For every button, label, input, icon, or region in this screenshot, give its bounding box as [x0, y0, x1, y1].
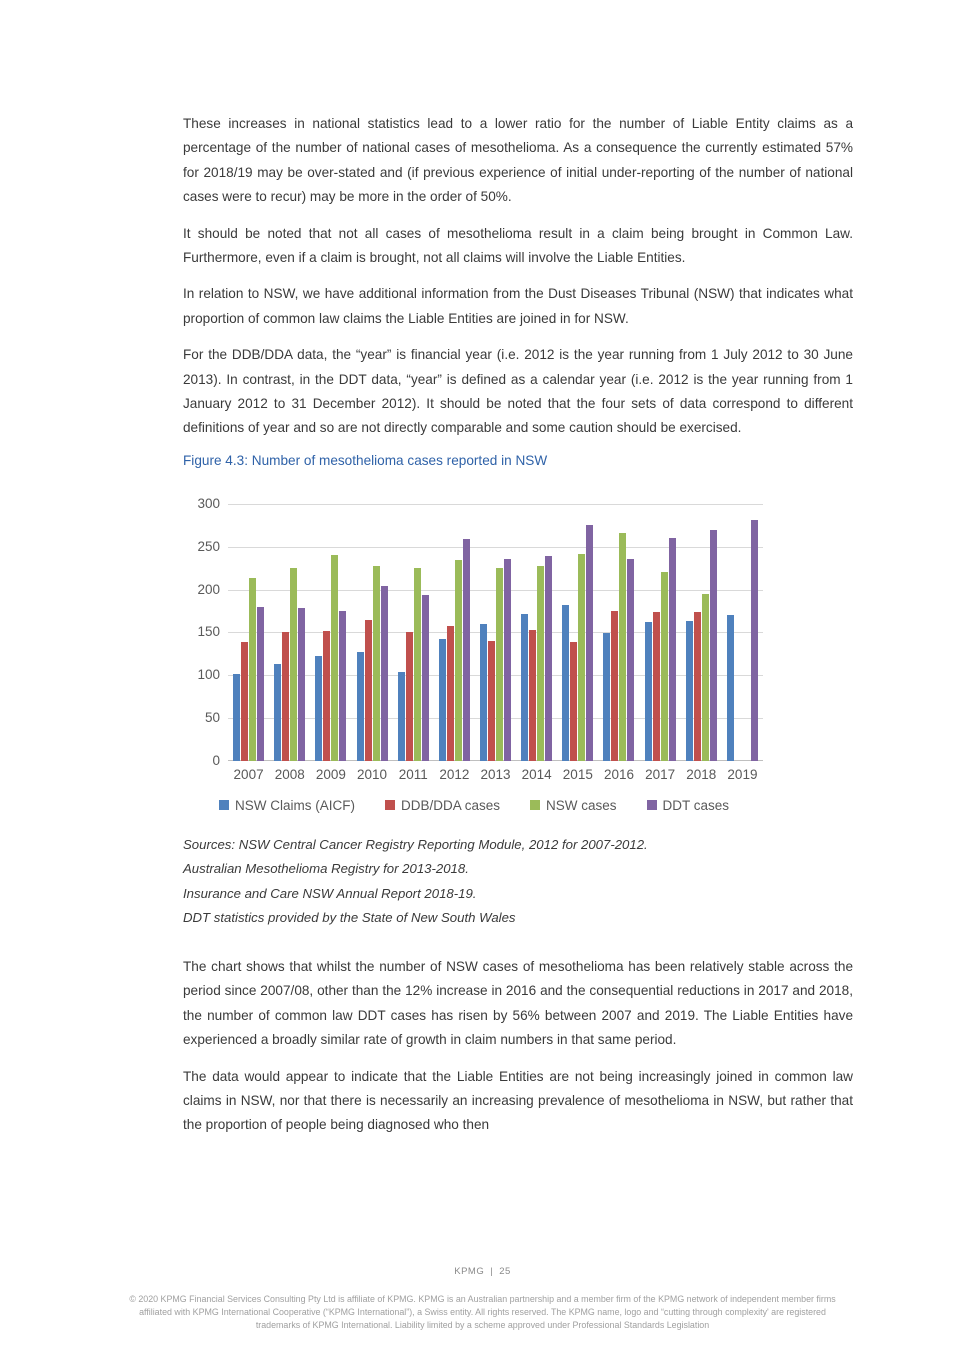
bar-group-2016 [598, 504, 639, 761]
bar-ddb-dda-cases [323, 631, 330, 761]
sources-block [183, 833, 853, 931]
bar-nsw-claims-aicf- [274, 664, 281, 761]
y-tick-label: 150 [197, 624, 220, 640]
bar-nsw-claims-aicf- [562, 605, 569, 761]
bar-ddt-cases [298, 608, 305, 761]
bar-nsw-cases [578, 554, 585, 760]
y-tick-label: 0 [212, 752, 220, 768]
bar-ddb-dda-cases [241, 642, 248, 761]
bar-ddb-dda-cases [488, 641, 495, 761]
paragraph: It should be noted that not all cases of mesothelioma result in a claim being brought in Common Law. Furthermore, even if a claim is brought, not all claims will involve the Liable Entities. [183, 225, 853, 266]
x-tick-label: 2009 [315, 766, 346, 782]
bar-group-2010 [351, 504, 392, 761]
legend-item [385, 798, 500, 813]
x-tick-label: 2012 [439, 766, 470, 782]
bar-ddt-cases [257, 607, 264, 761]
bar-nsw-claims-aicf- [645, 622, 652, 761]
bar-group-2009 [310, 504, 351, 761]
legend-swatch-icon [219, 800, 229, 810]
bar-nsw-claims-aicf- [521, 614, 528, 761]
bar-nsw-claims-aicf- [398, 672, 405, 761]
chart-legend [183, 798, 765, 813]
x-tick-label: 2011 [398, 766, 428, 782]
legal-line: trademarks of KPMG International. Liability limited by a scheme approved under Professional Standards Legislation [255, 1319, 710, 1330]
x-tick-label: 2015 [562, 766, 593, 782]
bar-nsw-claims-aicf- [480, 624, 487, 761]
y-tick-label: 100 [197, 667, 220, 683]
bar-ddb-dda-cases [406, 632, 413, 761]
legend-item [647, 798, 730, 813]
x-tick-label: 2019 [727, 766, 758, 782]
legal-line: affiliated with KPMG International Cooperative (“KPMG International”), a Swiss entity. All rights reserved. The KPMG name, logo and “cutting through complexity' are registered [139, 1306, 826, 1317]
bar-ddt-cases [545, 556, 552, 761]
x-tick-label: 2017 [645, 766, 676, 782]
footer-brand: KPMG [454, 1266, 485, 1277]
paragraph: The chart shows that whilst the number of NSW cases of mesothelioma has been relatively stable across the period since 2007/08, other than the 12% increase in 2016 and the consequential reductions in 2017 and 2018, the number of common law DDT cases has risen by 56% between 2007 and 2019. The Liable Entities have experienced a broadly similar rate of growth in claim numbers in that same period. [183, 958, 853, 1048]
analysis-block [183, 955, 853, 1138]
bar-nsw-cases [414, 568, 421, 761]
bar-group-2014 [516, 504, 557, 761]
bar-ddt-cases [586, 525, 593, 761]
bar-group-2015 [557, 504, 598, 761]
bar-nsw-claims-aicf- [233, 674, 240, 761]
source-line: DDT statistics provided by the State of New South Wales [183, 910, 516, 926]
bar-nsw-cases [290, 568, 297, 761]
bar-ddt-cases [669, 538, 676, 761]
bar-group-2011 [393, 504, 434, 761]
legend-swatch-icon [385, 800, 395, 810]
bar-group-2008 [269, 504, 310, 761]
paragraph: For the DDB/DDA data, the “year” is financial year (i.e. 2012 is the year running from 1 July 2012 to 30 June 2013). In contrast, in the DDT data, “year” is defined as a calendar year (i.e. 2012 is the year running from 1 January 2012 to 31 December 2012). It should be noted that the four sets of data correspond to different definitions of year and so are not directly comparable and some caution should be exercised. [183, 347, 853, 436]
bar-ddt-cases [751, 520, 758, 761]
bar-nsw-cases [619, 533, 626, 761]
x-tick-label: 2016 [603, 766, 634, 782]
bar-group-2013 [475, 504, 516, 761]
page-footer [0, 1266, 965, 1277]
bar-ddt-cases [710, 530, 717, 760]
bar-nsw-claims-aicf- [439, 639, 446, 761]
bar-ddt-cases [504, 559, 511, 761]
legend-swatch-icon [530, 800, 540, 810]
bar-ddt-cases [381, 586, 388, 761]
x-tick-label: 2007 [233, 766, 264, 782]
bar-ddt-cases [422, 595, 429, 761]
body-column [183, 112, 853, 1150]
bar-ddb-dda-cases [570, 642, 577, 761]
bar-nsw-cases [249, 578, 256, 761]
x-axis-labels [228, 767, 763, 782]
bar-ddt-cases [627, 559, 634, 761]
bar-nsw-cases [661, 572, 668, 761]
x-tick-label: 2018 [686, 766, 717, 782]
bar-group-2017 [640, 504, 681, 761]
legal-disclaimer [95, 1293, 870, 1331]
bar-nsw-claims-aicf- [357, 652, 364, 761]
bar-ddb-dda-cases [529, 630, 536, 761]
x-tick-label: 2010 [357, 766, 388, 782]
legend-item [530, 798, 617, 813]
legal-line: © 2020 KPMG Financial Services Consulting Pty Ltd is affiliate of KPMG. KPMG is an Australian partnership and a member firm of the KPMG network of independent member firms [129, 1294, 836, 1304]
x-tick-label: 2013 [480, 766, 511, 782]
figure-caption: Figure 4.3: Number of mesothelioma cases reported in NSW [183, 452, 548, 468]
bar-group-2012 [434, 504, 475, 761]
legend-label: DDB/DDA cases [400, 797, 500, 813]
legend-swatch-icon [647, 800, 657, 810]
paragraph: The data would appear to indicate that the Liable Entities are not being increasingly joined in common law claims in NSW, nor that there is necessarily an increasing prevalence of mesothelioma in NSW, but rather that the proportion of people being diagnosed who then [183, 1068, 853, 1133]
source-line: Insurance and Care NSW Annual Report 2018-19. [183, 885, 477, 901]
bar-nsw-claims-aicf- [315, 656, 322, 761]
bar-ddt-cases [339, 611, 346, 761]
mesothelioma-bar-chart [183, 494, 765, 813]
bar-nsw-cases [331, 555, 338, 761]
legend-label: NSW Claims (AICF) [234, 797, 355, 813]
x-tick-label: 2014 [521, 766, 552, 782]
y-tick-label: 300 [197, 495, 220, 511]
bar-ddb-dda-cases [694, 612, 701, 761]
bar-groups [228, 504, 763, 761]
paragraph: These increases in national statistics lead to a lower ratio for the number of Liable Entity claims as a percentage of the number of national cases of mesothelioma. As a consequence the currently estimated 57% for 2018/19 may be over-stated and (if previous experience of initial under-reporting of the number of national cases were to recur) may be more in the order of 50%. [183, 116, 853, 205]
source-line: Australian Mesothelioma Registry for 2013-2018. [183, 861, 469, 877]
bar-group-2019 [722, 504, 763, 761]
bar-nsw-claims-aicf- [686, 621, 693, 761]
footer-separator: | [490, 1266, 494, 1277]
bar-group-2018 [681, 504, 722, 761]
bar-nsw-cases [373, 566, 380, 761]
bar-nsw-cases [496, 568, 503, 761]
bar-group-2007 [228, 504, 269, 761]
bar-nsw-claims-aicf- [727, 615, 734, 761]
paragraph: In relation to NSW, we have additional information from the Dust Diseases Tribunal (NSW) that indicates what proportion of common law claims the Liable Entities are joined in for NSW. [183, 286, 853, 326]
plot-area [197, 495, 763, 768]
legend-label: NSW cases [545, 797, 617, 813]
bar-ddb-dda-cases [653, 612, 660, 761]
bar-nsw-cases [455, 560, 462, 761]
x-tick-label: 2008 [274, 766, 305, 782]
bar-ddt-cases [463, 539, 470, 761]
legend-label: DDT cases [662, 797, 730, 813]
footer-page-number: 25 [499, 1266, 511, 1277]
legend-item [219, 798, 355, 813]
bar-nsw-cases [537, 566, 544, 761]
source-line: Sources: NSW Central Cancer Registry Reporting Module, 2012 for 2007-2012. [183, 836, 648, 852]
y-tick-label: 200 [197, 581, 220, 597]
bar-ddb-dda-cases [365, 620, 372, 761]
y-tick-label: 250 [197, 538, 220, 554]
bar-nsw-claims-aicf- [603, 633, 610, 761]
bar-ddb-dda-cases [611, 611, 618, 761]
plot-wrap [197, 494, 763, 768]
bar-ddb-dda-cases [447, 626, 454, 760]
bar-nsw-cases [702, 594, 709, 761]
y-tick-label: 50 [204, 710, 220, 726]
bar-ddb-dda-cases [282, 632, 289, 761]
